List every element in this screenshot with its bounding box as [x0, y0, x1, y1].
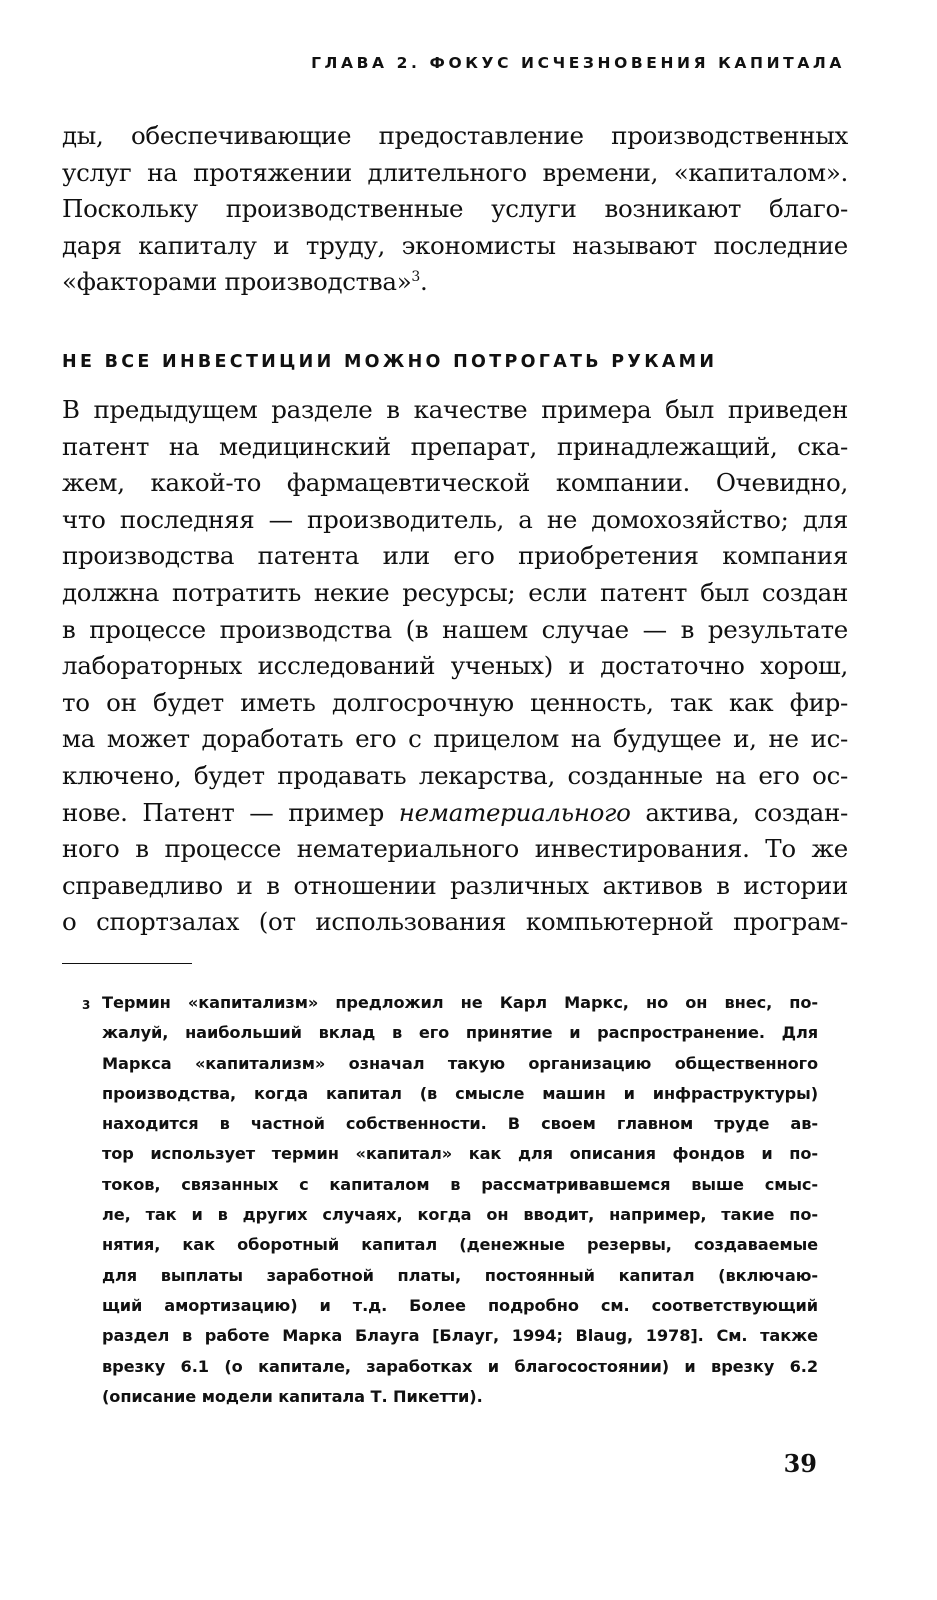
footnote-reference[interactable]: 3: [411, 269, 421, 286]
running-head: ГЛАВА 2. ФОКУС ИСЧЕЗНОВЕНИЯ КАПИТАЛА: [311, 54, 845, 72]
text-line: производства патента или его приобретения компания: [62, 541, 848, 571]
text-line: то он будет иметь долгосрочную ценность, так как фир-: [62, 687, 848, 717]
footnote-line: Маркса «капитализм» означал такую организацию общественного: [102, 1053, 818, 1073]
text-line: ключено, будет продавать лекарства, созданные на его ос-: [62, 760, 848, 790]
text-line: услуг на протяжении длительного времени, «капиталом».: [62, 157, 848, 187]
section-heading: НЕ ВСЕ ИНВЕСТИЦИИ МОЖНО ПОТРОГАТЬ РУКАМИ: [62, 352, 718, 372]
footnote-line: для выплаты заработной платы, постоянный капитал (включаю-: [102, 1265, 818, 1285]
text-line: ма может доработать его с прицелом на будущее и, не ис-: [62, 724, 848, 754]
text-line: Поскольку производственные услуги возникают благо-: [62, 194, 848, 224]
footnote-line: нятия, как оборотный капитал (денежные резервы, создаваемые: [102, 1235, 818, 1255]
page-number: 39: [783, 1449, 817, 1478]
footnote-line: (описание модели капитала Т. Пикетти).: [102, 1386, 483, 1406]
text-line: патент на медицинский препарат, принадлежащий, ска-: [62, 431, 848, 461]
text-fragment: актива, создан-: [630, 797, 848, 827]
footnote-line: токов, связанных с капиталом в рассматривавшемся выше смыс-: [102, 1174, 818, 1194]
top-paragraph: [62, 118, 848, 301]
footnote-line: Термин «капитализм» предложил не Карл Маркс, но он внес, по-: [102, 993, 818, 1012]
text-line: жем, какой-то фармацевтической компании. Очевидно,: [62, 468, 848, 498]
text-fragment: .: [420, 267, 428, 297]
text-line: даря капиталу и труду, экономисты называют последние: [62, 230, 848, 260]
footnote-line: врезку 6.1 (о капитале, заработках и благосостоянии) и врезку 6.2: [102, 1356, 818, 1376]
text-line: о спортзалах (от использования компьютерной програм-: [62, 907, 848, 937]
footnote: [62, 988, 818, 1412]
footnote-line: щий амортизацию) и т.д. Более подробно см. соответствующий: [102, 1295, 818, 1315]
text-line: в процессе производства (в нашем случае — в результате: [62, 614, 848, 644]
text-line: должна потратить некие ресурсы; если патент был создан: [62, 577, 848, 607]
footnote-marker: 3: [82, 998, 91, 1012]
footnote-separator: [62, 963, 192, 964]
footnote-line: жалуй, наибольший вклад в его принятие и распространение. Для: [102, 1023, 818, 1043]
footnote-line: тор использует термин «капитал» как для описания фондов и по-: [102, 1144, 818, 1164]
footnote-line: раздел в работе Марка Блауга [Блауг, 1994; Blaug, 1978]. См. также: [102, 1326, 818, 1346]
text-fragment: «факторами производства»: [62, 267, 412, 297]
text-line: лабораторных исследований ученых) и достаточно хорош,: [62, 651, 848, 681]
text-line: В предыдущем разделе в качестве примера был приведен: [62, 395, 848, 424]
italic-term: нематериального: [398, 797, 631, 827]
footnote-line: находится в частной собственности. В своем главном труде ав-: [102, 1114, 818, 1134]
text-line: ды, обеспечивающие предоставление производственных: [62, 121, 848, 150]
text-line: [62, 264, 848, 301]
footnote-line: ле, так и в других случаях, когда он вводит, например, такие по-: [102, 1205, 818, 1225]
footnote-line: производства, когда капитал (в смысле машин и инфраструктуры): [102, 1083, 818, 1103]
text-line: что последняя — производитель, а не домохозяйство; для: [62, 504, 848, 534]
main-paragraph: [62, 392, 848, 941]
text-line: ного в процессе нематериального инвестирования. То же: [62, 834, 848, 864]
text-fragment: нове. Патент — пример: [62, 797, 399, 827]
text-line: [62, 795, 848, 832]
text-line: справедливо и в отношении различных активов в истории: [62, 870, 848, 900]
